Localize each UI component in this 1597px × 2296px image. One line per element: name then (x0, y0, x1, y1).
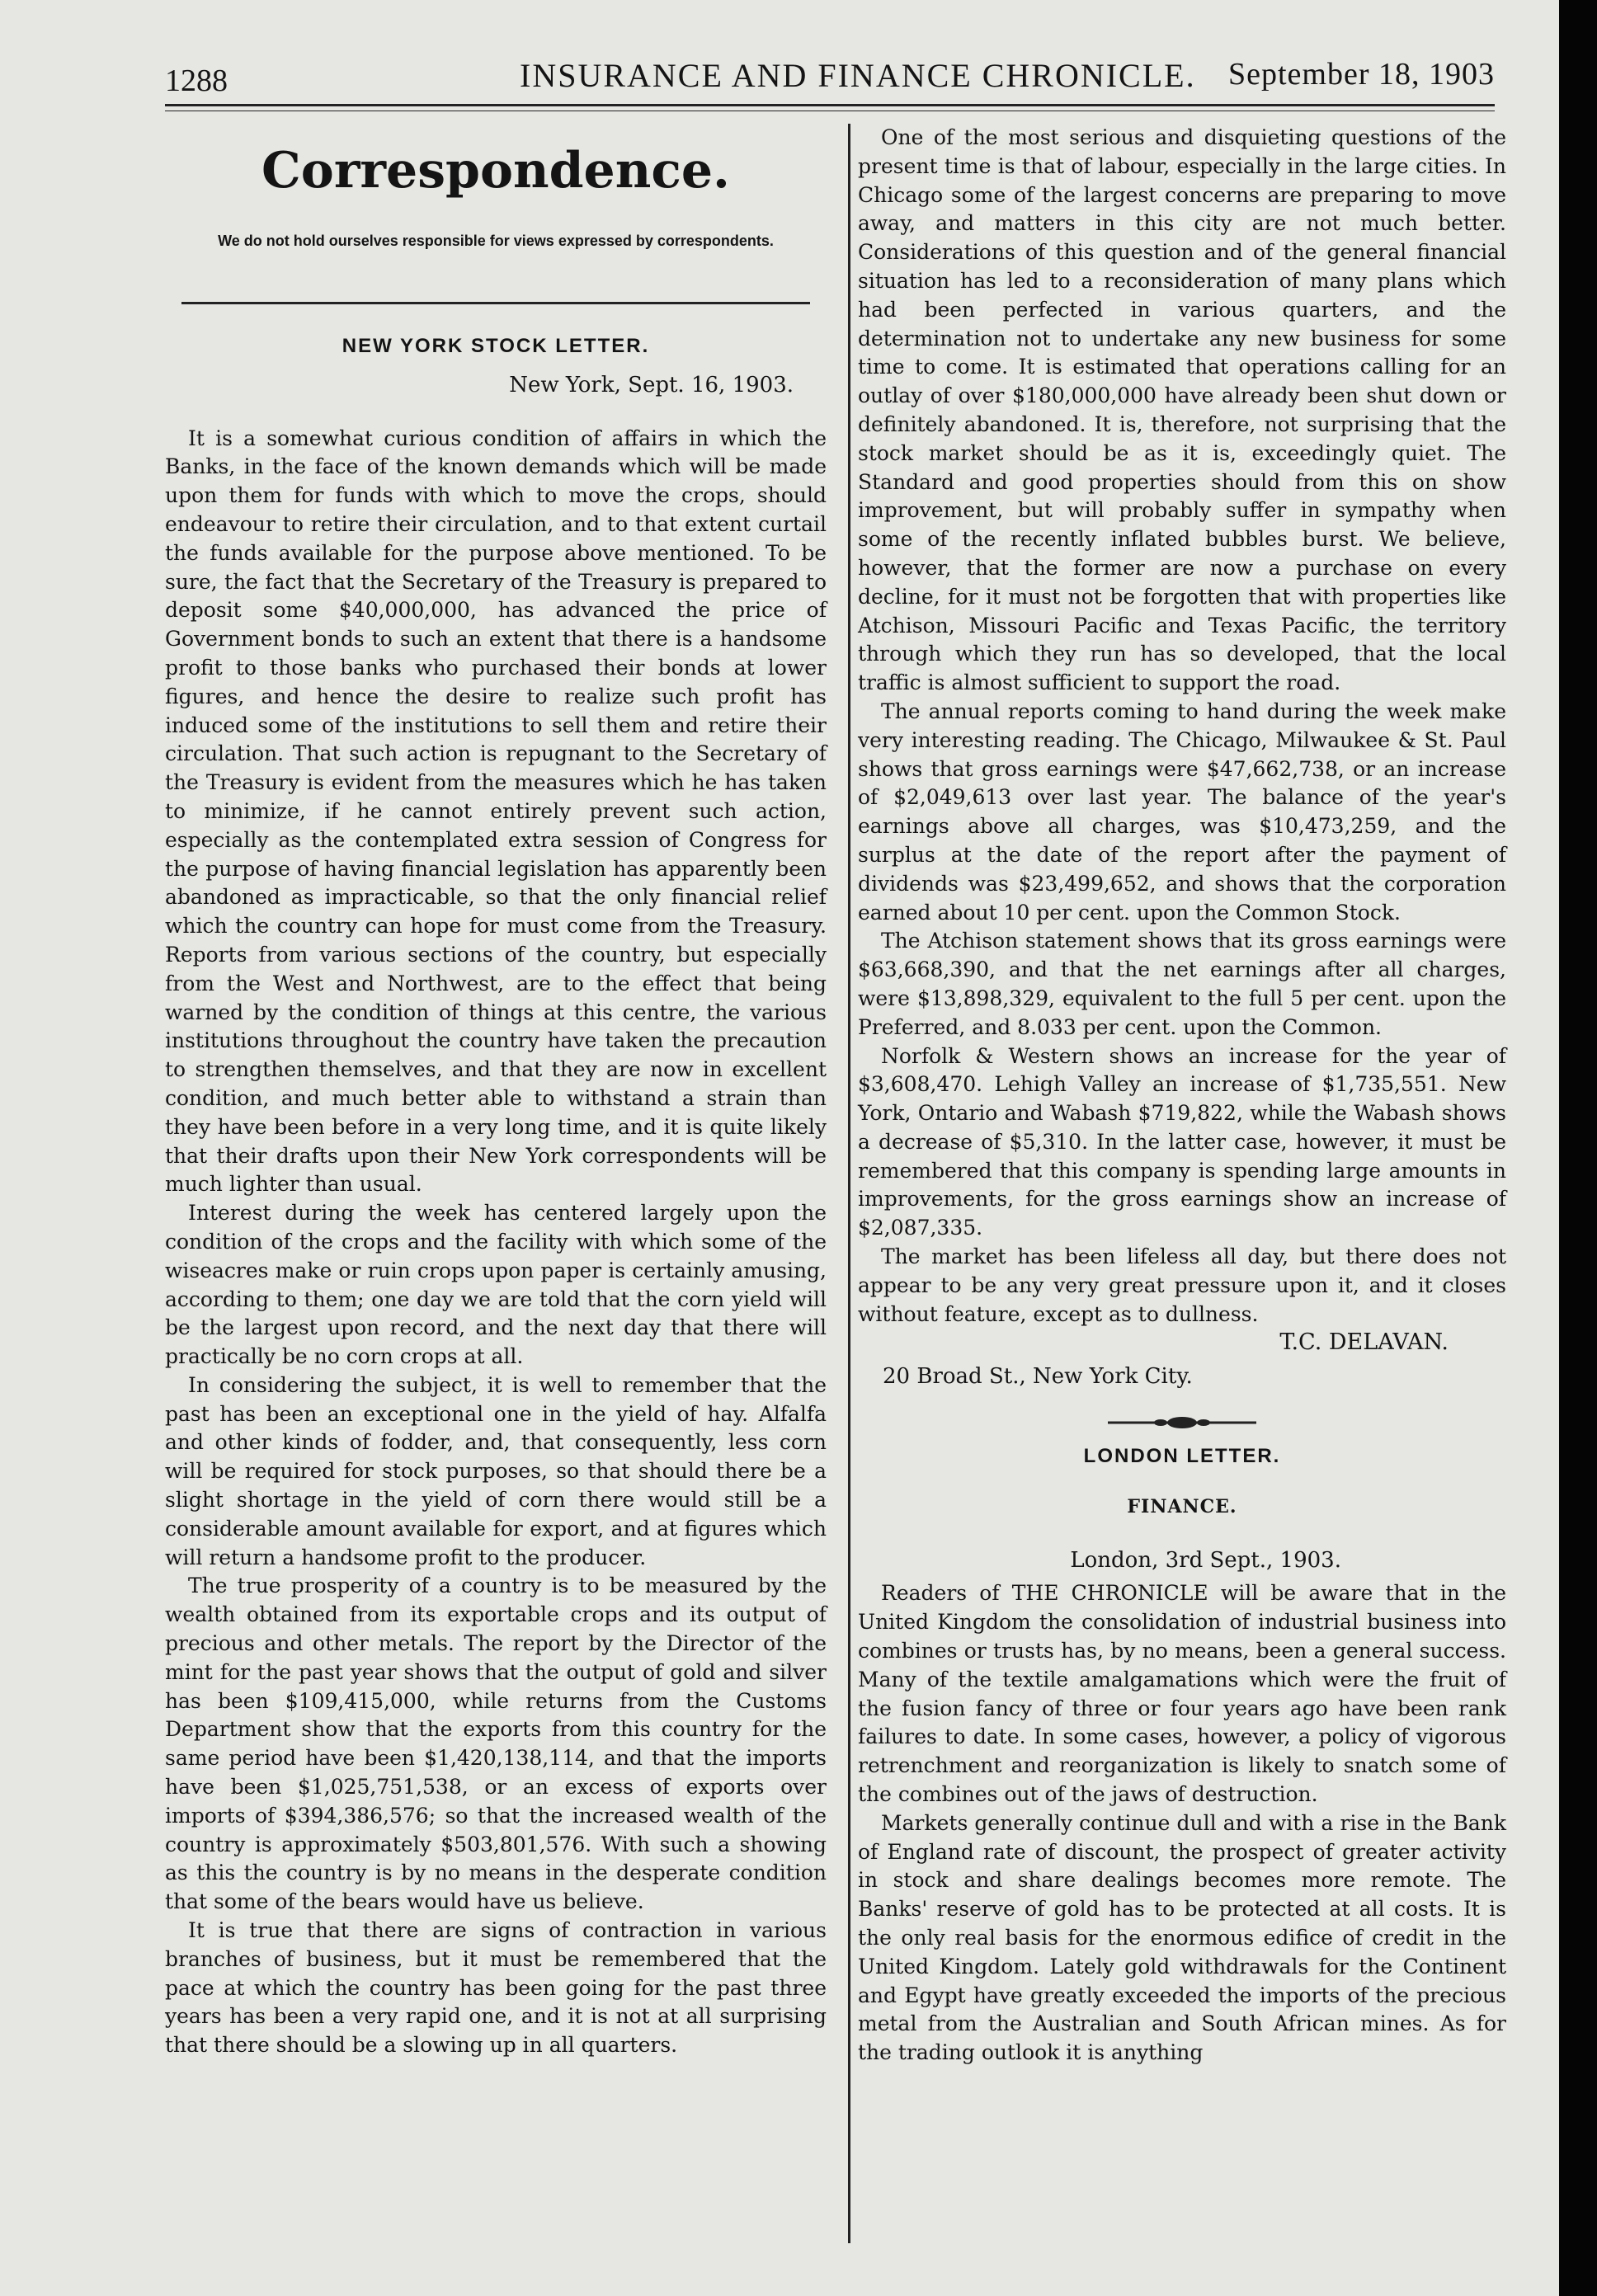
ny-paragraph: Norfolk & Western shows an increase for the year of $3,608,470. Lehigh Valley an increase of $1,735,551. New York, Ontario and Wabash $719,822, while the Wabash shows a decrease of $5,310. In the latter case, however, it must be remembered that this company is spending large amounts in improvements, for the gross earnings show an increase of $2,087,335. (858, 1043, 1506, 1240)
london-letter-heading: LONDON LETTER. (1083, 1445, 1281, 1468)
london-paragraph: Markets generally continue dull and with a rise in the Bank of England rate of discount, the prospect of greater activity in stock and share dealings becomes more remote. The Banks' reserve of gold has to be protected at all costs. It is the only real basis for the enormous edifice of credit in the United Kingdom. Lately gold withdrawals for the Continent and Egypt have greatly exceeded the imports of the precious metal from the Australian and South African mines. As for the trading outlook it is anything (858, 1810, 1506, 2065)
scan-edge (1559, 0, 1597, 2296)
header-rule (165, 104, 1495, 106)
ny-dateline: New York, Sept. 16, 1903. (509, 372, 794, 398)
london-paragraph: Readers of THE CHRONICLE will be aware that in the United Kingdom the consolidation of industrial business into combines or trusts has, by no means, been a general success. Many of the textile amalgamations which were the fruit of the fusion fancy of three or four years ago have been rank failures to date. In some cases, however, a policy of vigorous retrenchment and reorganization is likely to snatch some of the combines out of the jaws of destruction. (858, 1581, 1506, 1807)
ny-paragraph: The market has been lifeless all day, but there does not appear to be any very great pressure upon it, and it closes without feature, except as to dullness. (858, 1244, 1506, 1326)
editorial-disclaimer: We do not hold ourselves responsible for views expressed by correspondents. (218, 233, 774, 249)
london-subheading: FINANCE. (1127, 1495, 1237, 1517)
right-column (858, 124, 1506, 2068)
left-column (165, 124, 827, 2060)
ny-paragraph: In considering the subject, it is well to remember that the past has been an exceptional one in the yield of hay. Alfalfa and other kinds of fodder, and, that consequently, less corn will be required for stock purposes, so that should there be a slight shortage in the yield of corn there would still be a considerable amount available for export, and at figures which will return a handsome profit to the producer. (165, 1372, 827, 1569)
section-title: Correspondence. (261, 142, 730, 200)
issue-date: September 18, 1903 (1227, 57, 1495, 92)
ny-paragraph: The true prosperity of a country is to be measured by the wealth obtained from its exportable crops and its output of precious and other metals. The report by the Director of the mint for the past year shows that the output of gold and silver has been $109,415,000, while returns from the Customs Department show that the exports from this country for the same period have been $1,420,138,114, and that the imports have been $1,025,751,538, or an excess of exports over imports of $394,386,576; so that the increased wealth of the country is approximately $503,801,576. With such a showing as this the country is by no means in the desperate condition that some of the bears would have us believe. (165, 1574, 827, 1914)
page-header (165, 48, 1495, 106)
section-rule (181, 302, 810, 304)
ornament-divider (858, 1414, 1506, 1431)
ny-paragraph: One of the most serious and disquieting questions of the present time is that of labour, especially in the large cities. In Chicago some of the largest concerns are preparing to move away, and matters in this city are not much better. Considerations of this question and of the general financial situation has led to a reconsideration of many plans which had been perfected in various quarters, and the determination not to undertake any new business for some time to come. It is estimated that operations calling for an outlay of over $180,000,000 have already been shut down or definitely abandoned. It is, therefore, not surprising that the stock market should be as it is, exceedingly quiet. The Standard and good properties should from this on show improvement, but will probably suffer in sympathy when some of the recently inflated bubbles burst. We believe, however, that the former are now a purchase on every decline, for it must not be forgotten that with properties like Atchison, Missouri Pacific and Texas Pacific, the territory through which they run has so developed, that the local traffic is almost sufficient to support the road. (858, 125, 1506, 695)
page-number: 1288 (165, 64, 228, 98)
publication-title: INSURANCE AND FINANCE CHRONICLE. (520, 57, 1196, 94)
london-dateline: London, 3rd Sept., 1903. (1070, 1547, 1341, 1573)
ny-address: 20 Broad St., New York City. (883, 1364, 1193, 1390)
column-divider (848, 124, 850, 2243)
ny-paragraph: The annual reports coming to hand during the week make very interesting reading. The Chicago, Milwaukee & St. Paul shows that gross earnings were $47,662,738, or an increase of $2,049,613 over last year. The balance of the year's earnings above all charges, was $10,473,259, and the surplus at the date of the report after the payment of dividends was $23,499,652, and shows that the corporation earned about 10 per cent. upon the Common Stock. (858, 699, 1506, 925)
ornament-rule-icon (1108, 1414, 1256, 1431)
ny-paragraph: The Atchison statement shows that its gross earnings were $63,668,390, and that the net earnings after all charges, were $13,898,329, equivalent to the full 5 per cent. upon the Preferred, and 8.033 per cent. upon the Common. (858, 929, 1506, 1039)
ny-letter-heading: NEW YORK STOCK LETTER. (342, 335, 650, 357)
ny-paragraph: Interest during the week has centered largely upon the condition of the crops and the facility with which some of the wiseacres make or ruin crops upon paper is certainly amusing, according to them; one day we are told that the corn yield will be the largest upon record, and the next day that there will practically be no corn crops at all. (165, 1201, 827, 1369)
ny-signature: T.C. DELAVAN. (1279, 1329, 1449, 1356)
ny-paragraph: It is a somewhat curious condition of affairs in which the Banks, in the face of the known demands which will be made upon them for funds with which to move the crops, should endeavour to retire their circulation, and to that extent curtail the funds available for the purpose above mentioned. To be sure, the fact that the Secretary of the Treasury is prepared to deposit some $40,000,000, has advanced the price of Government bonds to such an extent that there is a handsome profit to those banks who purchased their bonds at lower figures, and hence the desire to realize such profit has induced some of the institutions to sell them and retire their circulation. That such action is repugnant to the Secretary of the Treasury is evident from the measures which he has taken to minimize, if he cannot entirely prevent such action, especially as the contemplated extra session of Congress for the purpose of having financial legislation has apparently been abandoned as impracticable, so that the only financial relief which the country can hope for must come from the Treasury. Reports from various sections of the country, but especially from the West and Northwest, are to the effect that being warned by the condition of things at this centre, the various institutions throughout the country have taken the precaution to strengthen themselves, and that they are now in excellent condition, and much better able to withstand a strain than they have been before in a very long time, and it is quite likely that their drafts upon their New York correspondents will be much lighter than usual. (165, 426, 827, 1197)
ny-paragraph: It is true that there are signs of contraction in various branches of business, but it must be remembered that the pace at which the country has been going for the past three years has been a very rapid one, and it is not at all surprising that there should be a slowing up in all quarters. (165, 1918, 827, 2058)
